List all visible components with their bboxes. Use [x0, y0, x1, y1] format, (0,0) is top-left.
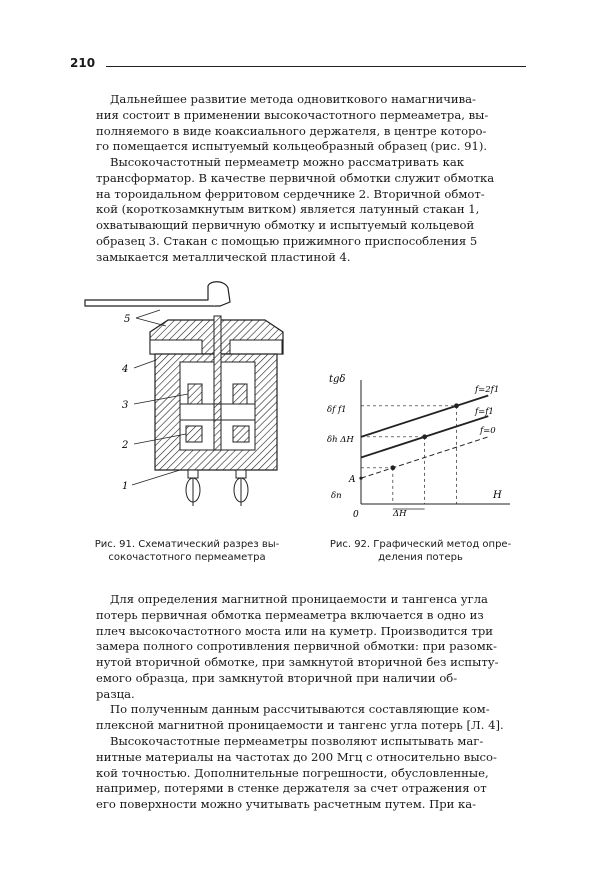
- text-line: замера полного сопротивления первичной обмотки: при разомк-: [96, 639, 497, 654]
- caption-line: сокочастотного пермеаметра: [108, 552, 266, 563]
- text-line: на тороидальном ферритовом сердечнике 2. Вторичной обмот-: [96, 186, 485, 201]
- data-point: [454, 403, 459, 408]
- text-line: Высокочастотный пермеаметр можно рассматривать как: [110, 155, 465, 169]
- figure-91-permeameter-section: [80, 280, 295, 510]
- text-line: емого образца, при замкнутой вторичной при наличии об-: [96, 670, 458, 685]
- y-axis-label: tgδ: [329, 374, 346, 385]
- figure-92-chart: [325, 370, 520, 520]
- clamp-arm: [85, 300, 215, 306]
- text-line: По полученным данным рассчитываются составляющие ком-: [110, 702, 490, 716]
- caption-line: деления потерь: [378, 552, 463, 563]
- paragraph-transformer: [96, 155, 516, 266]
- delta-n-label: δп: [331, 491, 342, 501]
- text-line: трансформатор. В качестве первичной обмотки служит обмотка: [96, 170, 495, 185]
- terminal-left: [186, 470, 200, 506]
- text-line: кой точностью. Дополнительные погрешности, обусловленные,: [96, 765, 489, 780]
- text-line: потерь первичная обмотка пермеаметра включается в одно из: [96, 607, 484, 622]
- text-line: нутой вторичной обмотке, при замкнутой вторичной без испыту-: [96, 655, 499, 670]
- data-point: [422, 434, 427, 439]
- text-line: кой (короткозамкнутым витком) является латунный стакан 1,: [96, 202, 480, 217]
- text-line: Дальнейшее развитие метода одновиткового намагничива-: [110, 92, 476, 106]
- terminal-right: [234, 470, 248, 506]
- sample-ring-right: [233, 384, 247, 404]
- label-1: 1: [122, 481, 129, 492]
- sample-ring-left: [188, 384, 202, 404]
- line-f2-label: f=2f1: [475, 385, 500, 395]
- label-5: 5: [124, 314, 131, 325]
- caption-line: Рис. 91. Схематический разрез вы-: [94, 539, 280, 550]
- top-plate-slot-right: [230, 340, 282, 354]
- origin-label: 0: [353, 510, 359, 520]
- delta-h-label: δh ΔH: [327, 435, 354, 445]
- text-line: го помещается испытуемый кольцеобразный образец (рис. 91).: [96, 139, 488, 154]
- text-line: охватывающий первичную обмотку и испытуемый кольцевой: [96, 218, 475, 233]
- chart-axes: [361, 380, 510, 504]
- text-line: нитные материалы на частотах до 200 Мгц с относительно высо-: [96, 749, 497, 764]
- label-4: 4: [122, 364, 129, 375]
- text-line: плеч высокочастотного моста или на куметр. Производится три: [96, 623, 493, 638]
- line-f1-label: f=f1: [475, 407, 494, 417]
- label-2: 2: [122, 440, 129, 451]
- text-line: разца.: [96, 686, 135, 701]
- figure-92-caption: [318, 538, 523, 564]
- text-line: полняемого в виде коаксиального держателя, в центре которо-: [96, 123, 487, 138]
- page-number: 210: [70, 56, 96, 70]
- toroid-core-left: [186, 426, 202, 442]
- text-line: плексной магнитной проницаемости и тангенс угла потерь [Л. 4].: [96, 717, 504, 732]
- paragraph-accuracy: [96, 734, 516, 813]
- text-line: ния состоит в применении высокочастотного пермеаметра, вы-: [96, 107, 489, 122]
- text-line: образец 3. Стакан с помощью прижимного приспособления 5: [96, 233, 478, 248]
- page-header: [70, 56, 526, 72]
- line-f0-label: f=0: [480, 426, 496, 436]
- series-line-f2: [361, 396, 488, 437]
- dh-bottom-label: ΔH: [393, 509, 407, 519]
- text-line: например, потерями в стенке держателя за счет отражения от: [96, 781, 487, 796]
- top-plate-slot-left: [150, 340, 202, 354]
- text-line: его поверхности можно учитывать расчетным путем. При ка-: [96, 797, 477, 812]
- data-point: [390, 465, 395, 470]
- paragraph-measurement: [96, 592, 516, 703]
- text-line: Для определения магнитной проницаемости и тангенса угла: [110, 592, 488, 606]
- label-3: 3: [122, 400, 129, 411]
- paragraph-intro: [96, 92, 516, 155]
- text-line: замыкается металлической пластиной 4.: [96, 249, 351, 264]
- point-a: [359, 477, 362, 480]
- toroid-core-right: [233, 426, 249, 442]
- figure-91-caption: [82, 538, 292, 564]
- paragraph-calculation: [96, 702, 516, 734]
- text-line: Высокочастотные пермеаметры позволяют испытывать маг-: [110, 734, 484, 748]
- point-a-label: A: [349, 475, 356, 485]
- central-rod: [214, 316, 221, 450]
- caption-line: Рис. 92. Графический метод опре-: [329, 539, 512, 550]
- x-axis-label: H: [493, 490, 502, 501]
- clamp-hook: [208, 282, 230, 306]
- delta-f-label: δf f1: [327, 405, 347, 415]
- header-rule: [106, 66, 526, 67]
